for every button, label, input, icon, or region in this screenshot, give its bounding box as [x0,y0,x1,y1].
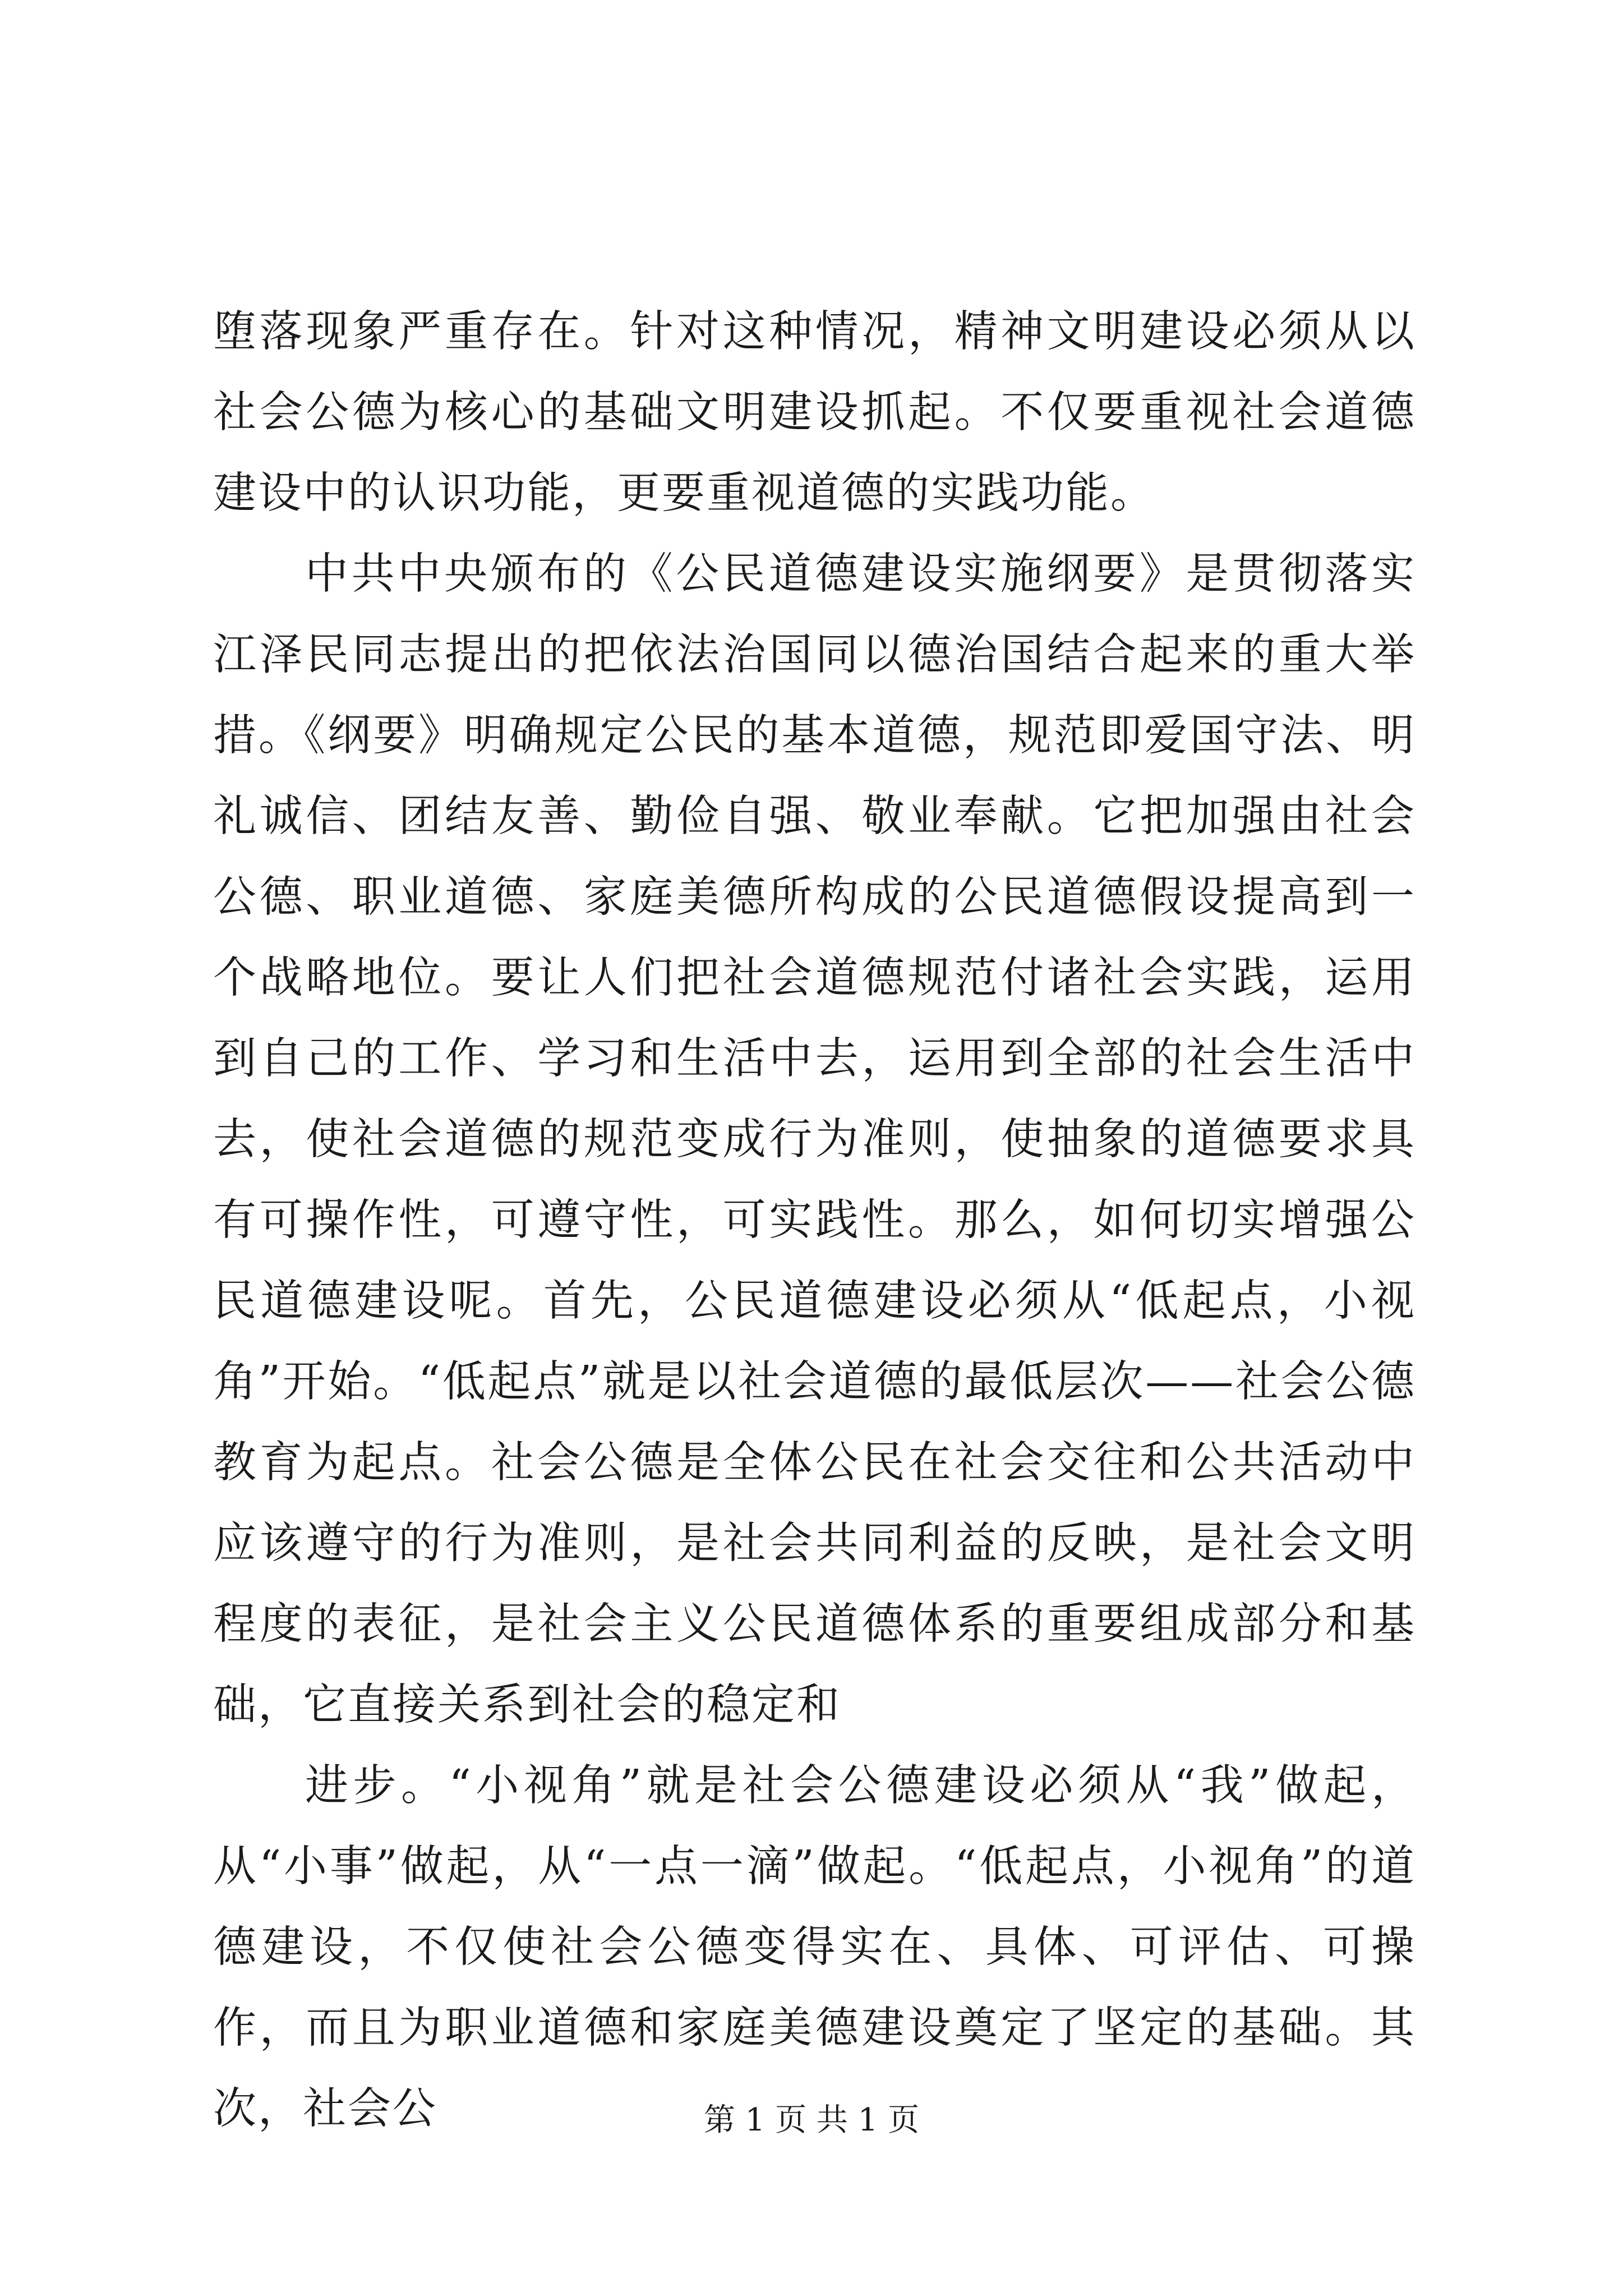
paragraph-2: 中共中央颁布的《公民道德建设实施纲要》是贯彻落实江泽民同志提出的把依法治国同以德治国结合起来的重大举措。《纲要》明确规定公民的基本道德，规范即爱国守法、明礼诚信、团结友善、勤俭自强、敬业奉献。它把加强由社会公德、职业道德、家庭美德所构成的公民道德假设提高到一个战略地位。要让人们把社会道德规范付诸社会实践，运用到自己的工作、学习和生活中去，运用到全部的社会生活中去，使社会道德的规范变成行为准则，使抽象的道德要求具有可操作性，可遵守性，可实践性。那么，如何切实增强公民道德建设呢。首先，公民道德建设必须从“低起点，小视角”开始。“低起点”就是以社会道德的最低层次——社会公德教育为起点。社会公德是全体公民在社会交往和公共活动中应该遵守的行为准则，是社会共同利益的反映，是社会文明程度的表征，是社会主义公民道德体系的重要组成部分和基础，它直接关系到社会的稳定和 [213,549,1416,1730]
paragraph-1: 堕落现象严重存在。针对这种情况，精神文明建设必须从以社会公德为核心的基础文明建设抓起。不仅要重视社会道德建设中的认识功能，更要重视道德的实践功能。 [213,307,1416,518]
document-body [213,292,1416,2150]
paragraph-3: 进步。“小视角”就是社会公德建设必须从“我”做起，从“小事”做起，从“一点一滴”做起。“低起点，小视角”的道德建设，不仅使社会公德变得实在、具体、可评估、可操作，而且为职业道德和家庭美德建设奠定了坚定的基础。其次，社会公 [213,1761,1416,2134]
page-number-footer: 第 1 页 共 1 页 [703,2102,920,2138]
